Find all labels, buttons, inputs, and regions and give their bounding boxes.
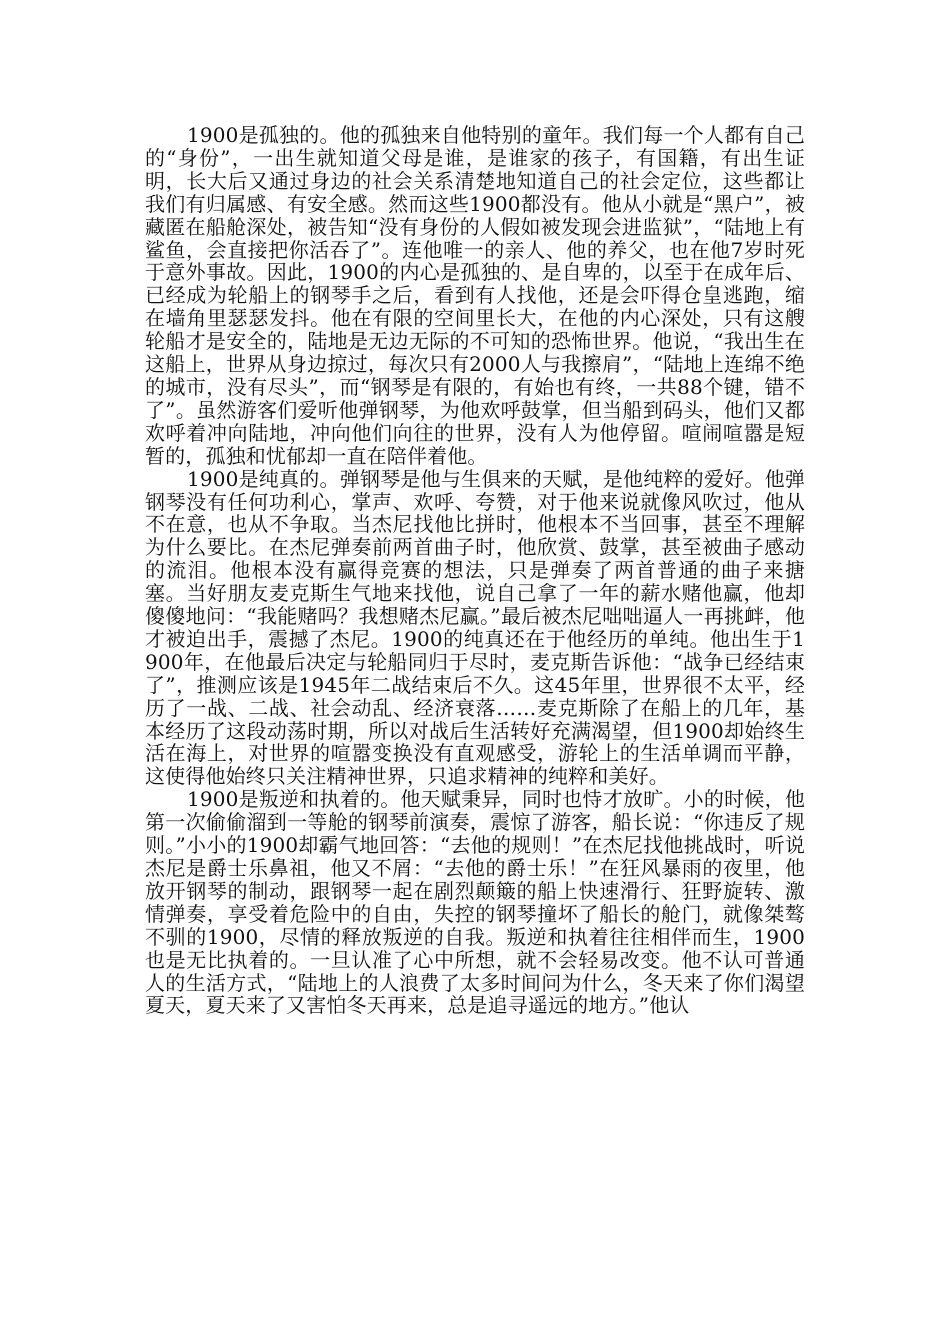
paragraph-solitude: 1900是孤独的。他的孤独来自他特别的童年。我们每一个人都有自己的“身份”，一出生就知道父母是谁，是谁家的孩子，有国籍，有出生证明，长大后又通过身边的社会关系清楚地知道自己的社会定位，这些都让我们有归属感、有安全感。然而这些1900都没有。他从小就是“黑户”，被藏匿在船舱深处，被告知“没有身份的人假如被发现会进监狱”，“陆地上有鲨鱼，会直接把你活吞了”。连他唯一的亲人、他的养父，也在他7岁时死于意外事故。因此，1900的内心是孤独的、是自卑的，以至于在成年后、已经成为轮船上的钢琴手之后，看到有人找他，还是会吓得仓皇逃跑，缩在墙角里瑟瑟发抖。他在有限的空间里长大，在他的内心深处，只有这艘轮船才是安全的，陆地是无边无际的不可知的恐怖世界。他说，“我出生在这船上，世界从身边掠过，每次只有2000人与我擦肩”，“陆地上连绵不绝的城市，没有尽头”，而“钢琴是有限的，有始也有终，一共88个键，错不了”。虽然游客们爱听他弹钢琴，为他欢呼鼓掌，但当船到码头，他们又都欢呼着冲向陆地，冲向他们向往的世界，没有人为他停留。喧闹喧嚣是短暂的，孤独和忧郁却一直在陪伴着他。 <box>145 123 805 468</box>
paragraph-rebellion: 1900是叛逆和执着的。他天赋秉异，同时也恃才放旷。小的时候，他第一次偷偷溜到一等舱的钢琴前演奏，震惊了游客，船长说：“你违反了规则。”小小的1900却霸气地回答：“去他的规则！”在杰尼找他挑战时，听说杰尼是爵士乐鼻祖，他又不屑：“去他的爵士乐！”在狂风暴雨的夜里，他放开钢琴的制动，跟钢琴一起在剧烈颠簸的船上快速滑行、狂野旋转、激情弹奏，享受着危险中的自由，失控的钢琴撞坏了船长的舱门，就像桀骜不驯的1900，尽情的释放叛逆的自我。叛逆和执着往往相伴而生，1900也是无比执着的。一旦认准了心中所想，就不会轻易改变。他不认可普通人的生活方式，“陆地上的人浪费了太多时间问为什么，冬天来了你们渴望夏天，夏天来了又害怕冬天再来，总是追寻遥远的地方。”他认 <box>145 787 805 1018</box>
paragraph-innocence: 1900是纯真的。弹钢琴是他与生俱来的天赋，是他纯粹的爱好。他弹钢琴没有任何功利心，掌声、欢呼、夸赞，对于他来说就像风吹过，他从不在意，也从不争取。当杰尼找他比拼时，他根本不当回事，甚至不理解为什么要比。在杰尼弹奏前两首曲子时，他欣赏、鼓掌，甚至被曲子感动的流泪。他根本没有赢得竞赛的想法，只是弹奏了两首普通的曲子来搪塞。当好朋友麦克斯生气地来找他，说自己拿了一年的薪水赌他赢，他却傻傻地问：“我能赌吗？我想赌杰尼赢。”最后被杰尼咄咄逼人一再挑衅，他才被迫出手，震撼了杰尼。1900的纯真还在于他经历的单纯。他出生于1900年，在他最后决定与轮船同归于尽时，麦克斯告诉他：“战争已经结束了”，推测应该是1945年二战结束后不久。这45年里，世界很不太平，经历了一战、二战、社会动乱、经济衰落……麦克斯除了在船上的几年，基本经历了这段动荡时期，所以对战后生活转好充满渴望，但1900却始终生活在海上，对世界的喧嚣变换没有直观感受，游轮上的生活单调而平静，这使得他始终只关注精神世界，只追求精神的纯粹和美好。 <box>145 466 805 789</box>
document-body <box>145 124 805 1017</box>
